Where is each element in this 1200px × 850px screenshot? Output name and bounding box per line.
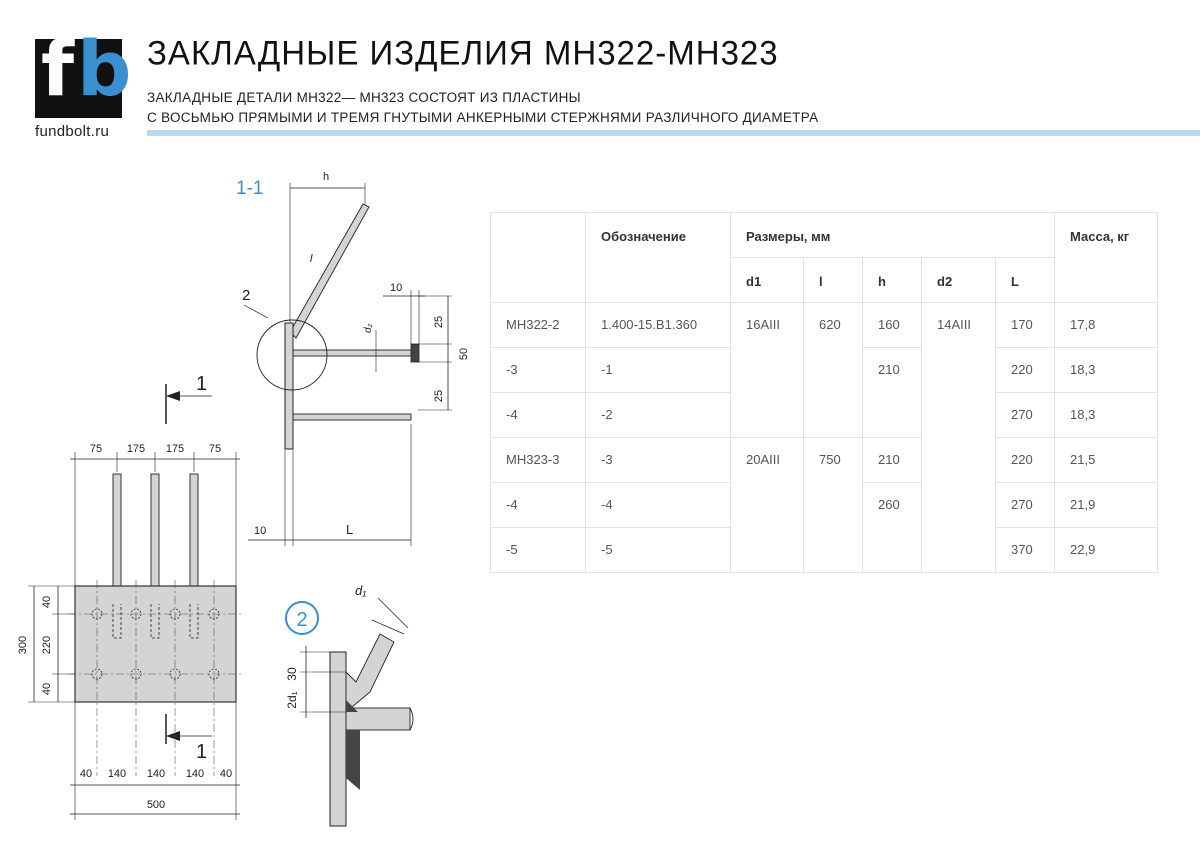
cell-mark: МН323-3 [491,438,586,483]
dim-10-bottom: 10 [254,525,267,537]
section-mark-bottom [166,714,212,763]
bottom-dim-2: 140 [107,768,127,780]
subheader-l: l [804,258,863,303]
cell-mark: -5 [491,528,586,573]
callout-2-label: 2 [242,287,251,304]
cell-l: 750 [804,438,863,573]
cell-d1: 20AIII [731,438,804,573]
top-dim-3: 175 [165,443,185,455]
section-mark-bottom-label: 1 [196,741,208,763]
cell-mark: МН322-2 [491,303,586,348]
table-row [491,303,1158,348]
cell-h: 210 [863,438,922,483]
cell-d1: 16AIII [731,303,804,438]
dim-50: 50 [458,347,470,361]
header-mass: Масса, кг [1055,213,1158,303]
cell-mass: 18,3 [1055,393,1158,438]
cell-mark: -4 [491,393,586,438]
cell-d2: 14AIII [922,303,996,573]
cell-designation: 1.400-15.В1.360 [586,303,731,348]
dim-30: 30 [285,667,299,681]
cell-designation: -2 [586,393,731,438]
cell-designation: -3 [586,438,731,483]
dim-25-upper: 25 [433,315,445,329]
subheader-d1: d1 [731,258,804,303]
dim-d2: d₂ [363,323,374,333]
header-dimensions: Размеры, мм [731,213,1055,258]
plan-view [17,443,244,820]
detail-2-number: 2 [296,609,308,631]
dim-25-lower: 25 [433,389,445,403]
section-mark-top [166,373,212,424]
cell-h: 160 [863,303,922,348]
cell-h: 260 [863,483,922,573]
cell-h: 210 [863,348,922,438]
logo-letter-b: b [77,24,132,113]
subtitle-line-2: С ВОСЬМЬЮ ПРЯМЫМИ И ТРЕМЯ ГНУТЫМИ АНКЕРНЫМИ СТЕРЖНЯМИ РАЗЛИЧНОГО ДИАМЕТРА [147,110,819,125]
cell-L: 170 [996,303,1055,348]
subheader-d2: d2 [922,258,996,303]
bottom-dim-4: 140 [185,768,205,780]
bottom-dim-5: 40 [219,768,233,780]
cell-mark: -4 [491,483,586,528]
cell-mass: 21,9 [1055,483,1158,528]
table-header-row [491,213,1158,258]
section-label: 1-1 [236,178,264,199]
bottom-dim-3: 140 [146,768,166,780]
cell-mark: -3 [491,348,586,393]
dim-d1: d₁ [355,583,367,598]
specification-table [490,212,1158,573]
top-dim-1: 75 [89,443,103,455]
dim-L-label: L [346,522,354,537]
dim-300: 300 [17,635,29,655]
dim-h-label: h [323,171,330,183]
section-mark-top-label: 1 [196,373,208,395]
cell-L: 270 [996,483,1055,528]
detail-2-view [285,583,413,826]
subtitle-line-1: ЗАКЛАДНЫЕ ДЕТАЛИ МН322— МН323 СОСТОЯТ ИЗ ПЛАСТИНЫ [147,90,581,105]
header-mark [491,213,586,303]
cell-designation: -4 [586,483,731,528]
page-title: ЗАКЛАДНЫЕ ИЗДЕЛИЯ МН322-МН323 [147,33,779,72]
cell-mass: 21,5 [1055,438,1158,483]
section-1-1-view [236,171,470,546]
logo-site-name[interactable]: fundbolt.ru [35,123,110,140]
dim-l-label: l [310,253,313,265]
dim-10-top: 10 [390,282,403,294]
cell-L: 220 [996,438,1055,483]
cell-l: 620 [804,303,863,438]
subheader-L: L [996,258,1055,303]
dim-2d1: 2d₁ [285,691,299,709]
left-dim-3: 40 [41,682,53,696]
technical-drawing [0,0,490,850]
cell-L: 370 [996,528,1055,573]
cell-mass: 22,9 [1055,528,1158,573]
top-dim-4: 75 [208,443,222,455]
header-designation: Обозначение [586,213,731,303]
cell-designation: -5 [586,528,731,573]
top-dim-2: 175 [126,443,146,455]
cell-mass: 18,3 [1055,348,1158,393]
subheader-h: h [863,258,922,303]
logo-letter-f: f [41,24,75,113]
cell-L: 220 [996,348,1055,393]
cell-mass: 17,8 [1055,303,1158,348]
cell-L: 270 [996,393,1055,438]
left-dim-1: 40 [41,595,53,609]
left-dim-2: 220 [41,635,53,655]
bottom-dim-1: 40 [79,768,93,780]
cell-designation: -1 [586,348,731,393]
dim-500: 500 [146,799,166,811]
table-row [491,438,1158,483]
